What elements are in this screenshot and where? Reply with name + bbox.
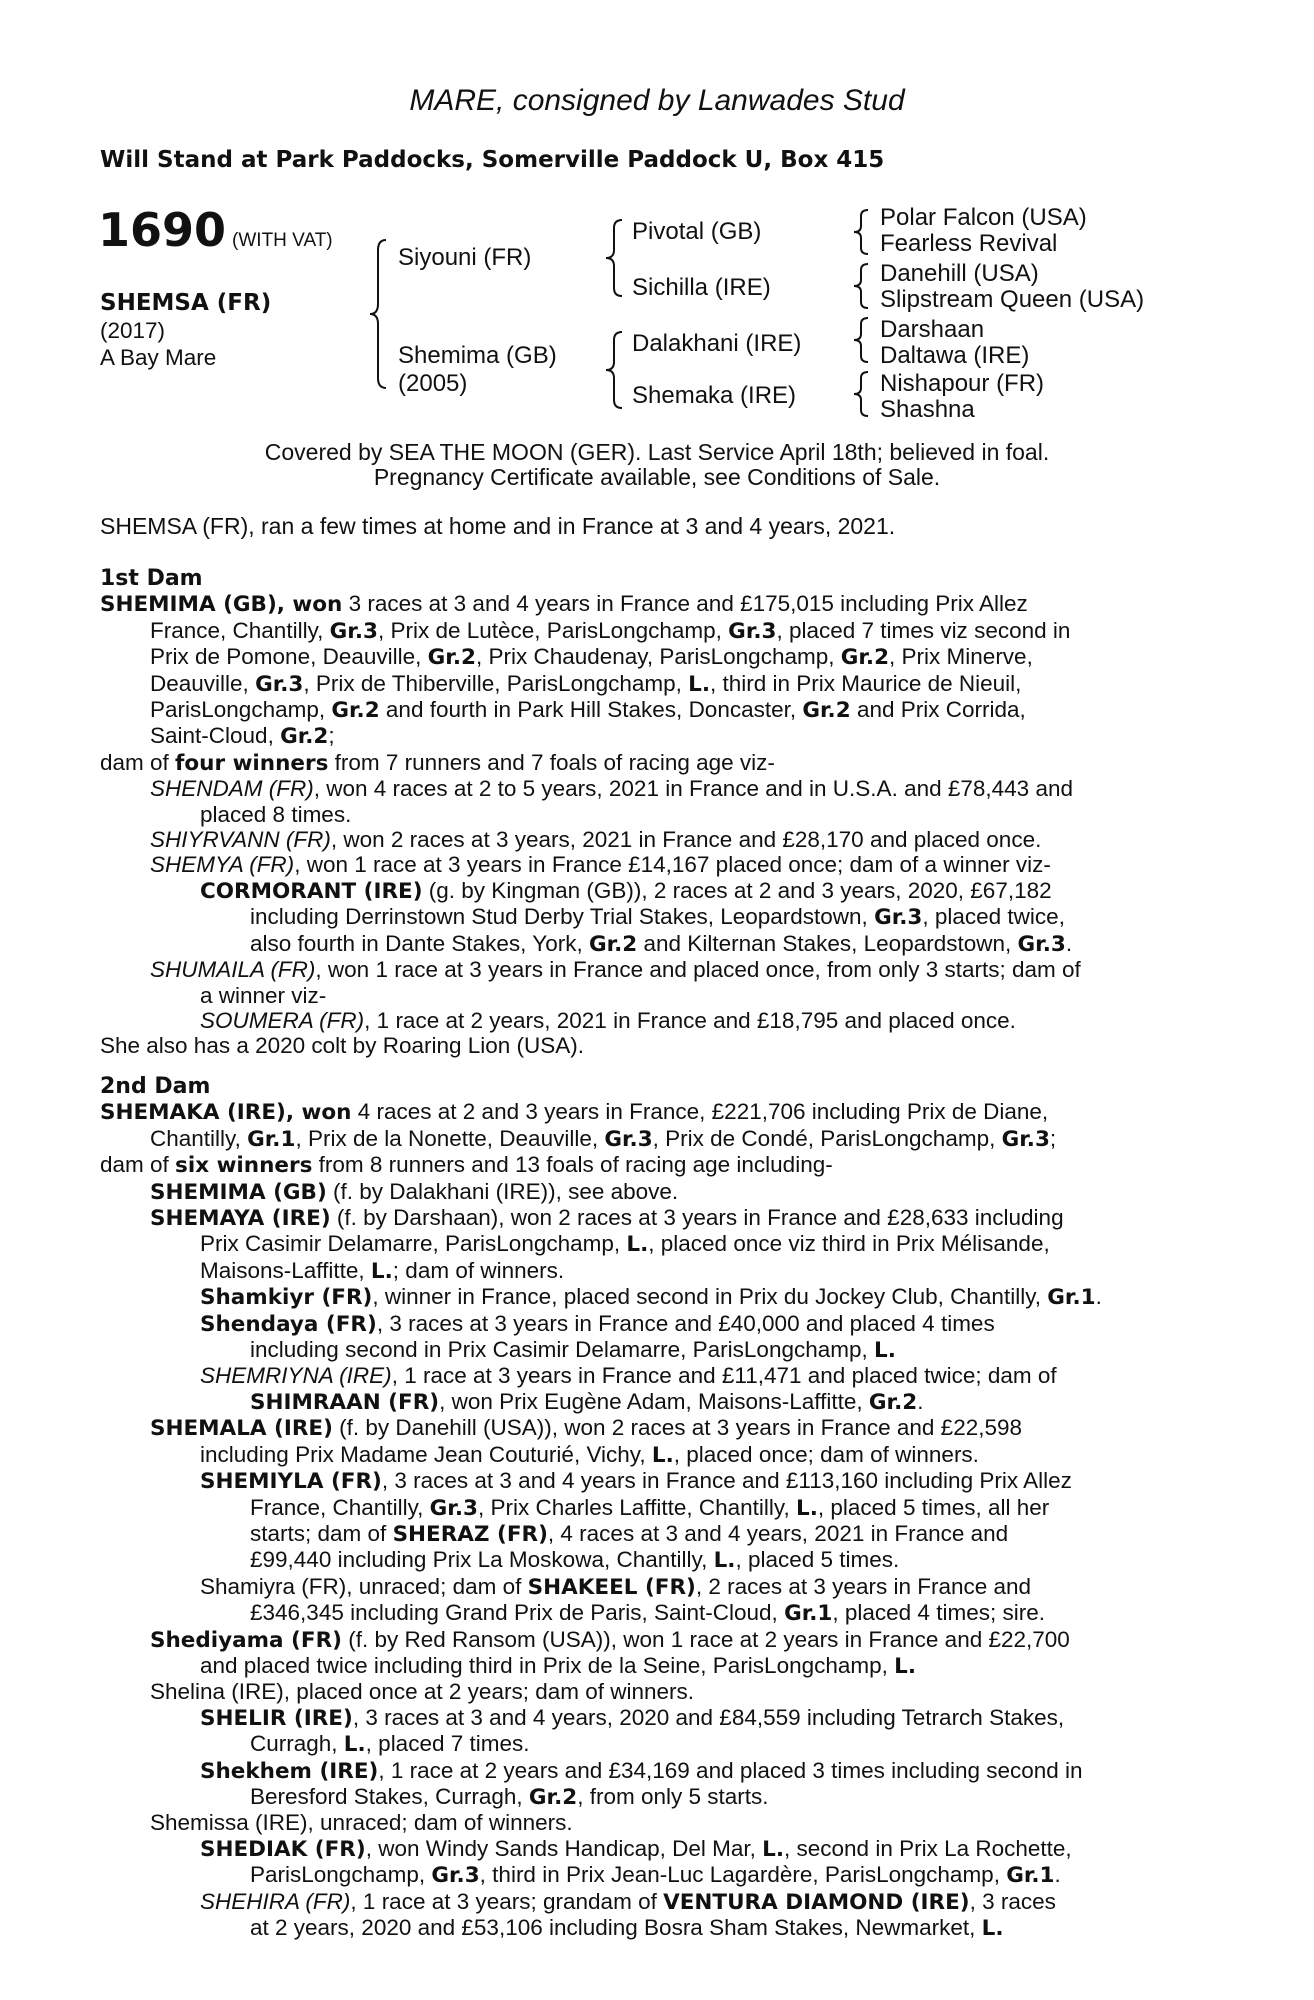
produce-line: Curragh, L., placed 7 times.	[250, 1731, 530, 1758]
produce-line: SHEDIAK (FR), won Windy Sands Handicap, Del Mar, L., second in Prix La Rochette,	[200, 1835, 1072, 1862]
produce-line: Shekhem (IRE), 1 race at 2 years and £34,169 and placed 3 times including second in	[200, 1757, 1083, 1784]
pregnancy-line: Pregnancy Certificate available, see Conditions of Sale.	[373, 464, 941, 490]
produce-line: including Derrinstown Stud Derby Trial Stakes, Leopardstown, Gr.3, placed twice,	[250, 904, 1065, 931]
covering-line: Covered by SEA THE MOON (GER). Last Service April 18th; believed in foal.	[264, 439, 1050, 465]
stand-location: Will Stand at Park Paddocks, Somerville Paddock U, Box 415	[100, 147, 885, 173]
pedigree-sire-dam: Sichilla (IRE)	[632, 274, 771, 301]
lot-number: 1690	[98, 203, 227, 257]
produce-line: including Prix Madame Jean Couturié, Vichy, L., placed once; dam of winners.	[200, 1441, 979, 1468]
dam-line: Deauville, Gr.3, Prix de Thiberville, ParisLongchamp, L., third in Prix Maurice de Nieuil,	[150, 670, 1022, 697]
pedigree-brace-main	[368, 238, 388, 390]
second-dam-section	[100, 1074, 1202, 1941]
produce-line: She also has a 2020 colt by Roaring Lion (USA).	[100, 1033, 585, 1059]
produce-line: SHUMAILA (FR), won 1 race at 3 years in France and placed once, from only 3 starts; dam of	[150, 957, 1081, 983]
produce-line: SHEMYA (FR), won 1 race at 3 years in France £14,167 placed once; dam of a winner viz-	[150, 852, 1051, 878]
pedigree-gg8: Shashna	[880, 396, 975, 423]
produce-line: SHEMALA (IRE) (f. by Danehill (USA)), won 2 races at 3 years in France and £22,598	[150, 1415, 1023, 1442]
produce-line: Shediyama (FR) (f. by Red Ransom (USA)), won 1 race at 2 years in France and £22,700	[150, 1626, 1070, 1653]
produce-line: Maisons-Laffitte, L.; dam of winners.	[200, 1257, 565, 1284]
section-heading: 1st Dam	[100, 566, 203, 591]
pedigree-brace-g4	[852, 370, 870, 418]
produce-line: and placed twice including third in Prix de la Seine, ParisLongchamp, L.	[200, 1652, 917, 1679]
pedigree-dam: Shemima (GB)	[398, 342, 557, 369]
produce-line: Shamiyra (FR), unraced; dam of SHAKEEL (FR), 2 races at 3 years in France and	[200, 1573, 1032, 1600]
produce-line: SHEMRIYNA (IRE), 1 race at 3 years in France and £11,471 and placed twice; dam of	[200, 1363, 1057, 1389]
dam-line: Chantilly, Gr.1, Prix de la Nonette, Deauville, Gr.3, Prix de Condé, ParisLongchamp, Gr.3;	[150, 1125, 1057, 1152]
pedigree-dam-sire: Dalakhani (IRE)	[632, 330, 802, 357]
section-heading: 2nd Dam	[100, 1074, 211, 1099]
pedigree-dam-year: (2005)	[398, 370, 468, 397]
dam-line: SHEMIMA (GB), won 3 races at 3 and 4 years in France and £175,015 including Prix Allez	[100, 591, 1028, 618]
horse-year: (2017)	[100, 318, 166, 343]
produce-line: Shemissa (IRE), unraced; dam of winners.	[150, 1810, 573, 1836]
pedigree-brace-g3	[852, 316, 870, 364]
produce-line: at 2 years, 2020 and £53,106 including Bosra Sham Stakes, Newmarket, L.	[250, 1915, 1004, 1941]
pedigree-gg7: Nishapour (FR)	[880, 370, 1045, 397]
dam-line: Saint-Cloud, Gr.2;	[150, 723, 335, 750]
produce-line: £346,345 including Grand Prix de Paris, Saint-Cloud, Gr.1, placed 4 times; sire.	[250, 1600, 1045, 1627]
pedigree-gg5: Darshaan	[880, 316, 985, 343]
race-summary: SHEMSA (FR), ran a few times at home and in France at 3 and 4 years, 2021.	[100, 513, 896, 539]
pedigree-dam-dam: Shemaka (IRE)	[632, 382, 797, 409]
produce-summary: dam of four winners from 7 runners and 7 foals of racing age viz-	[100, 749, 775, 776]
pedigree-gg4: Slipstream Queen (USA)	[880, 286, 1145, 313]
produce-line: Prix Casimir Delamarre, ParisLongchamp, L., placed once viz third in Prix Mélisande,	[200, 1231, 1050, 1258]
pedigree-sire-sire: Pivotal (GB)	[632, 218, 762, 245]
produce-line: ParisLongchamp, Gr.3, third in Prix Jean-Luc Lagardère, ParisLongchamp, Gr.1.	[250, 1862, 1061, 1889]
produce-line: Shamkiyr (FR), winner in France, placed second in Prix du Jockey Club, Chantilly, Gr.1.	[200, 1284, 1102, 1311]
pedigree-sire: Siyouni (FR)	[398, 244, 532, 271]
dam-line: SHEMAKA (IRE), won 4 races at 2 and 3 years in France, £221,706 including Prix de Diane,	[100, 1099, 1049, 1126]
pedigree-gg1: Polar Falcon (USA)	[880, 204, 1087, 231]
produce-line: a winner viz-	[200, 982, 327, 1008]
produce-summary: dam of six winners from 8 runners and 13 foals of racing age including-	[100, 1152, 833, 1179]
consignment-title: MARE, consigned by Lanwades Stud	[409, 84, 905, 117]
produce-line: SHEMIYLA (FR), 3 races at 3 and 4 years in France and £113,160 including Prix Allez	[200, 1468, 1072, 1495]
horse-info	[100, 290, 271, 371]
produce-line: France, Chantilly, Gr.3, Prix Charles Laffitte, Chantilly, L., placed 5 times, all her	[250, 1494, 1050, 1521]
dam-line: France, Chantilly, Gr.3, Prix de Lutèce, ParisLongchamp, Gr.3, placed 7 times viz second in	[150, 617, 1071, 644]
produce-line: SHEMIMA (GB) (f. by Dalakhani (IRE)), see above.	[150, 1178, 679, 1205]
produce-line: SHIMRAAN (FR), won Prix Eugène Adam, Maisons-Laffitte, Gr.2.	[250, 1388, 924, 1415]
produce-line: SHENDAM (FR), won 4 races at 2 to 5 years, 2021 in France and in U.S.A. and £78,443 and	[150, 776, 1073, 802]
produce-line: SOUMERA (FR), 1 race at 2 years, 2021 in France and £18,795 and placed once.	[200, 1007, 1016, 1033]
dam-line: ParisLongchamp, Gr.2 and fourth in Park Hill Stakes, Doncaster, Gr.2 and Prix Corrida,	[150, 697, 1026, 724]
pedigree-brace-g1	[852, 208, 870, 256]
produce-line: CORMORANT (IRE) (g. by Kingman (GB)), 2 races at 2 and 3 years, 2020, £67,182	[200, 877, 1052, 904]
produce-line: Shelina (IRE), placed once at 2 years; dam of winners.	[150, 1679, 695, 1705]
produce-line: Shendaya (FR), 3 races at 3 years in France and £40,000 and placed 4 times	[200, 1310, 995, 1337]
produce-line: placed 8 times.	[200, 801, 352, 827]
produce-line: SHELIR (IRE), 3 races at 3 and 4 years, 2020 and £84,559 including Tetrarch Stakes,	[200, 1704, 1065, 1731]
pedigree-gg6: Daltawa (IRE)	[880, 342, 1030, 369]
produce-line: Beresford Stakes, Curragh, Gr.2, from only 5 starts.	[250, 1783, 769, 1810]
produce-line: including second in Prix Casimir Delamarre, ParisLongchamp, L.	[250, 1337, 896, 1364]
produce-line: also fourth in Dante Stakes, York, Gr.2 and Kilternan Stakes, Leopardstown, Gr.3.	[250, 930, 1073, 957]
produce-line: SHEHIRA (FR), 1 race at 3 years; grandam of VENTURA DIAMOND (IRE), 3 races	[200, 1888, 1056, 1915]
dam-line: Prix de Pomone, Deauville, Gr.2, Prix Chaudenay, ParisLongchamp, Gr.2, Prix Minerve,	[150, 644, 1033, 671]
pedigree-brace-g2	[852, 262, 870, 310]
vat-label: (WITH VAT)	[232, 230, 333, 251]
pedigree-brace-dam	[604, 330, 624, 410]
produce-line: SHIYRVANN (FR), won 2 races at 3 years, 2021 in France and £28,170 and placed once.	[150, 827, 1042, 853]
lot-number-block	[98, 205, 333, 255]
produce-line: SHEMAYA (IRE) (f. by Darshaan), won 2 races at 3 years in France and £28,633 including	[150, 1205, 1064, 1232]
pedigree-brace-sire	[604, 218, 624, 298]
covering-note	[0, 440, 1314, 490]
horse-description: A Bay Mare	[100, 345, 217, 370]
horse-name: SHEMSA (FR)	[100, 290, 272, 316]
produce-line: starts; dam of SHERAZ (FR), 4 races at 3 and 4 years, 2021 in France and	[250, 1520, 1009, 1547]
pedigree-gg3: Danehill (USA)	[880, 260, 1039, 287]
first-dam-section	[100, 566, 1202, 1059]
pedigree-gg2: Fearless Revival	[880, 230, 1058, 257]
produce-line: £99,440 including Prix La Moskowa, Chantilly, L., placed 5 times.	[250, 1547, 900, 1574]
